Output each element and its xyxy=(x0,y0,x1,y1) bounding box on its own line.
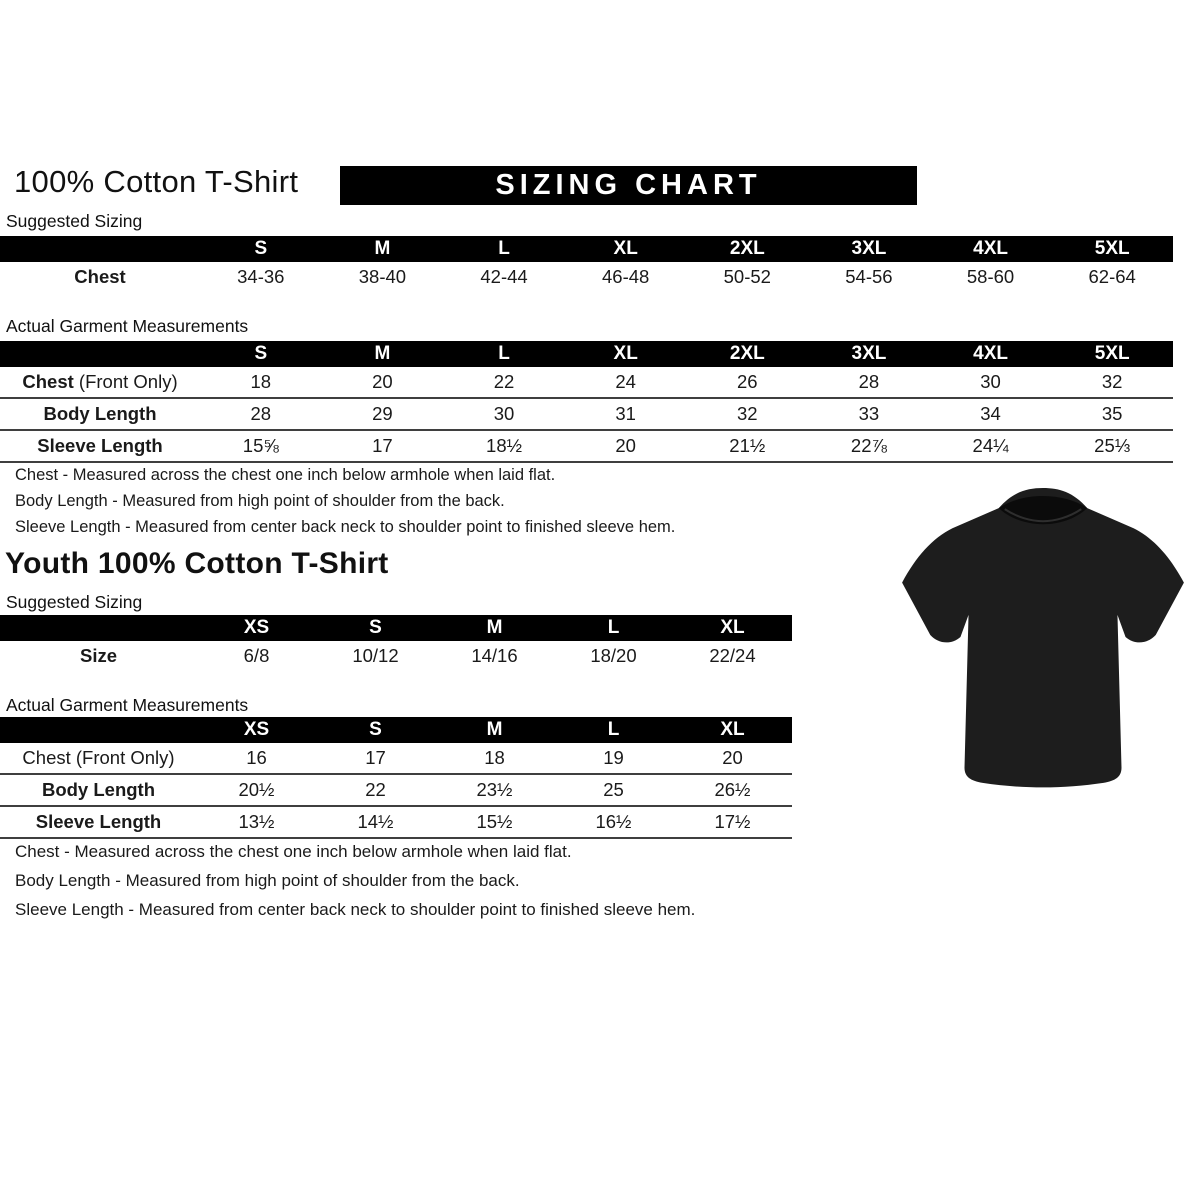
table-row xyxy=(0,367,1173,398)
size-column-header: XS xyxy=(197,717,316,743)
row-label: Chest (Front Only) xyxy=(22,747,175,768)
measurement-cell: 17 xyxy=(365,747,386,768)
adult-actual-measurements-label: Actual Garment Measurements xyxy=(6,316,249,336)
size-column-header: XL xyxy=(565,341,687,367)
table-row xyxy=(0,430,1173,462)
table-row xyxy=(0,641,792,671)
youth-measurement-notes xyxy=(15,842,695,929)
header-row xyxy=(0,615,792,641)
size-column-header: 2XL xyxy=(687,236,809,262)
table-row xyxy=(0,743,792,774)
size-column-header: S xyxy=(200,236,322,262)
size-column-header: S xyxy=(316,717,435,743)
size-column-header: L xyxy=(443,236,565,262)
measurement-cell: 30 xyxy=(493,403,515,424)
note-line: Sleeve Length - Measured from center back neck to shoulder point to finished sleeve hem. xyxy=(15,900,696,919)
measurement-cell: 34 xyxy=(980,403,1001,424)
row-label: Body Length xyxy=(43,403,157,424)
header-row xyxy=(0,717,792,743)
measurement-cell: 33 xyxy=(858,403,880,424)
youth-suggested-sizing-table xyxy=(0,615,792,671)
measurement-cell: 32 xyxy=(737,403,758,424)
measurement-cell: 25⅓ xyxy=(1094,435,1131,456)
measurement-cell: 30 xyxy=(980,371,1001,392)
size-column-header: 2XL xyxy=(687,341,809,367)
measurement-cell: 22⅞ xyxy=(850,435,887,456)
size-column-header: M xyxy=(322,236,444,262)
measurement-cell: 31 xyxy=(615,403,636,424)
size-column-header: 3XL xyxy=(808,236,930,262)
note-line: Sleeve Length - Measured from center back neck to shoulder point to finished sleeve hem. xyxy=(15,518,676,536)
size-column-header: L xyxy=(554,717,673,743)
size-column-header: 5XL xyxy=(1051,341,1173,367)
youth-section-title: Youth 100% Cotton T-Shirt xyxy=(5,547,389,580)
measurement-cell: 28 xyxy=(250,403,272,424)
measurement-cell: 62-64 xyxy=(1088,266,1136,287)
size-column-header: M xyxy=(435,615,554,641)
size-column-header: S xyxy=(200,341,322,367)
measurement-cell: 23½ xyxy=(476,779,513,800)
measurement-cell: 14½ xyxy=(357,811,394,832)
measurement-cell: 58-60 xyxy=(966,266,1015,287)
measurement-cell: 20 xyxy=(372,371,393,392)
measurement-cell: 29 xyxy=(372,403,393,424)
measurement-cell: 54-56 xyxy=(845,266,893,287)
row-label-header xyxy=(0,341,200,367)
size-column-header: XL xyxy=(565,236,687,262)
youth-actual-measurements-label: Actual Garment Measurements xyxy=(6,695,249,715)
measurement-cell: 22/24 xyxy=(709,645,756,666)
note-line: Body Length - Measured from high point of shoulder from the back. xyxy=(15,871,520,890)
adult-suggested-sizing-label: Suggested Sizing xyxy=(6,211,143,231)
measurement-cell: 25 xyxy=(603,779,624,800)
measurement-cell: 38-40 xyxy=(358,266,407,287)
row-label-header xyxy=(0,615,197,641)
measurement-cell: 19 xyxy=(603,747,624,768)
row-label-header xyxy=(0,717,197,743)
measurement-cell: 22 xyxy=(365,779,386,800)
youth-actual-measurements-table xyxy=(0,717,792,839)
table-row xyxy=(0,262,1173,292)
measurement-cell: 15⅝ xyxy=(242,435,279,456)
measurement-cell: 32 xyxy=(1101,371,1123,392)
measurement-cell: 17 xyxy=(372,435,393,456)
size-column-header: XL xyxy=(673,717,792,743)
table-row xyxy=(0,774,792,806)
size-column-header: L xyxy=(554,615,673,641)
measurement-cell: 10/12 xyxy=(352,645,399,666)
row-label: Sleeve Length xyxy=(37,435,163,456)
measurement-cell: 24¼ xyxy=(972,435,1009,456)
tshirt-body-shape xyxy=(902,488,1184,787)
size-column-header: XS xyxy=(197,615,316,641)
size-column-header: 4XL xyxy=(930,341,1052,367)
measurement-cell: 20½ xyxy=(238,779,275,800)
size-column-header: S xyxy=(316,615,435,641)
header-row xyxy=(0,236,1173,262)
measurement-cell: 16½ xyxy=(595,811,632,832)
size-column-header: 5XL xyxy=(1051,236,1173,262)
page-title: 100% Cotton T-Shirt xyxy=(14,164,299,199)
row-label: Sleeve Length xyxy=(35,811,162,832)
measurement-cell: 15½ xyxy=(476,811,513,832)
row-label: Chest xyxy=(74,266,126,287)
note-line: Chest - Measured across the chest one inch below armhole when laid flat. xyxy=(15,842,572,861)
size-column-header: L xyxy=(443,341,565,367)
measurement-cell: 13½ xyxy=(238,811,275,832)
header-row xyxy=(0,341,1173,367)
measurement-cell: 26½ xyxy=(714,779,751,800)
size-column-header: M xyxy=(435,717,554,743)
size-column-header: 3XL xyxy=(808,341,930,367)
measurement-cell: 35 xyxy=(1101,403,1123,424)
measurement-cell: 24 xyxy=(615,371,636,392)
black-tshirt-image xyxy=(886,477,1200,811)
row-label: Body Length xyxy=(41,779,156,800)
note-line: Chest - Measured across the chest one inch below armhole when laid flat. xyxy=(15,466,556,484)
measurement-cell: 17½ xyxy=(714,811,751,832)
table-row xyxy=(0,806,792,838)
adult-actual-measurements-table xyxy=(0,341,1173,463)
adult-measurement-notes xyxy=(15,466,675,544)
measurement-cell: 18½ xyxy=(486,435,523,456)
row-label-header xyxy=(0,236,200,262)
sizing-chart-banner xyxy=(340,166,917,205)
sizing-chart-banner-label: SIZING CHART xyxy=(495,169,762,201)
measurement-cell: 42-44 xyxy=(480,266,528,287)
measurement-cell: 28 xyxy=(858,371,880,392)
measurement-cell: 6/8 xyxy=(243,645,270,666)
row-label: Size xyxy=(79,645,118,666)
table-row xyxy=(0,398,1173,430)
measurement-cell: 16 xyxy=(246,747,267,768)
row-label: Chest (Front Only) xyxy=(22,371,178,392)
size-column-header: XL xyxy=(673,615,792,641)
youth-suggested-sizing-label: Suggested Sizing xyxy=(6,592,143,612)
measurement-cell: 18/20 xyxy=(590,645,637,666)
note-line: Body Length - Measured from high point of shoulder from the back. xyxy=(15,492,505,510)
measurement-cell: 21½ xyxy=(729,435,766,456)
measurement-cell: 34-36 xyxy=(237,266,285,287)
size-column-header: 4XL xyxy=(930,236,1052,262)
measurement-cell: 50-52 xyxy=(723,266,771,287)
measurement-cell: 18 xyxy=(250,371,272,392)
measurement-cell: 22 xyxy=(493,371,515,392)
measurement-cell: 20 xyxy=(615,435,636,456)
size-column-header: M xyxy=(322,341,444,367)
adult-suggested-sizing-table xyxy=(0,236,1173,292)
measurement-cell: 20 xyxy=(722,747,743,768)
measurement-cell: 26 xyxy=(737,371,758,392)
measurement-cell: 18 xyxy=(484,747,505,768)
measurement-cell: 14/16 xyxy=(471,645,518,666)
measurement-cell: 46-48 xyxy=(602,266,650,287)
